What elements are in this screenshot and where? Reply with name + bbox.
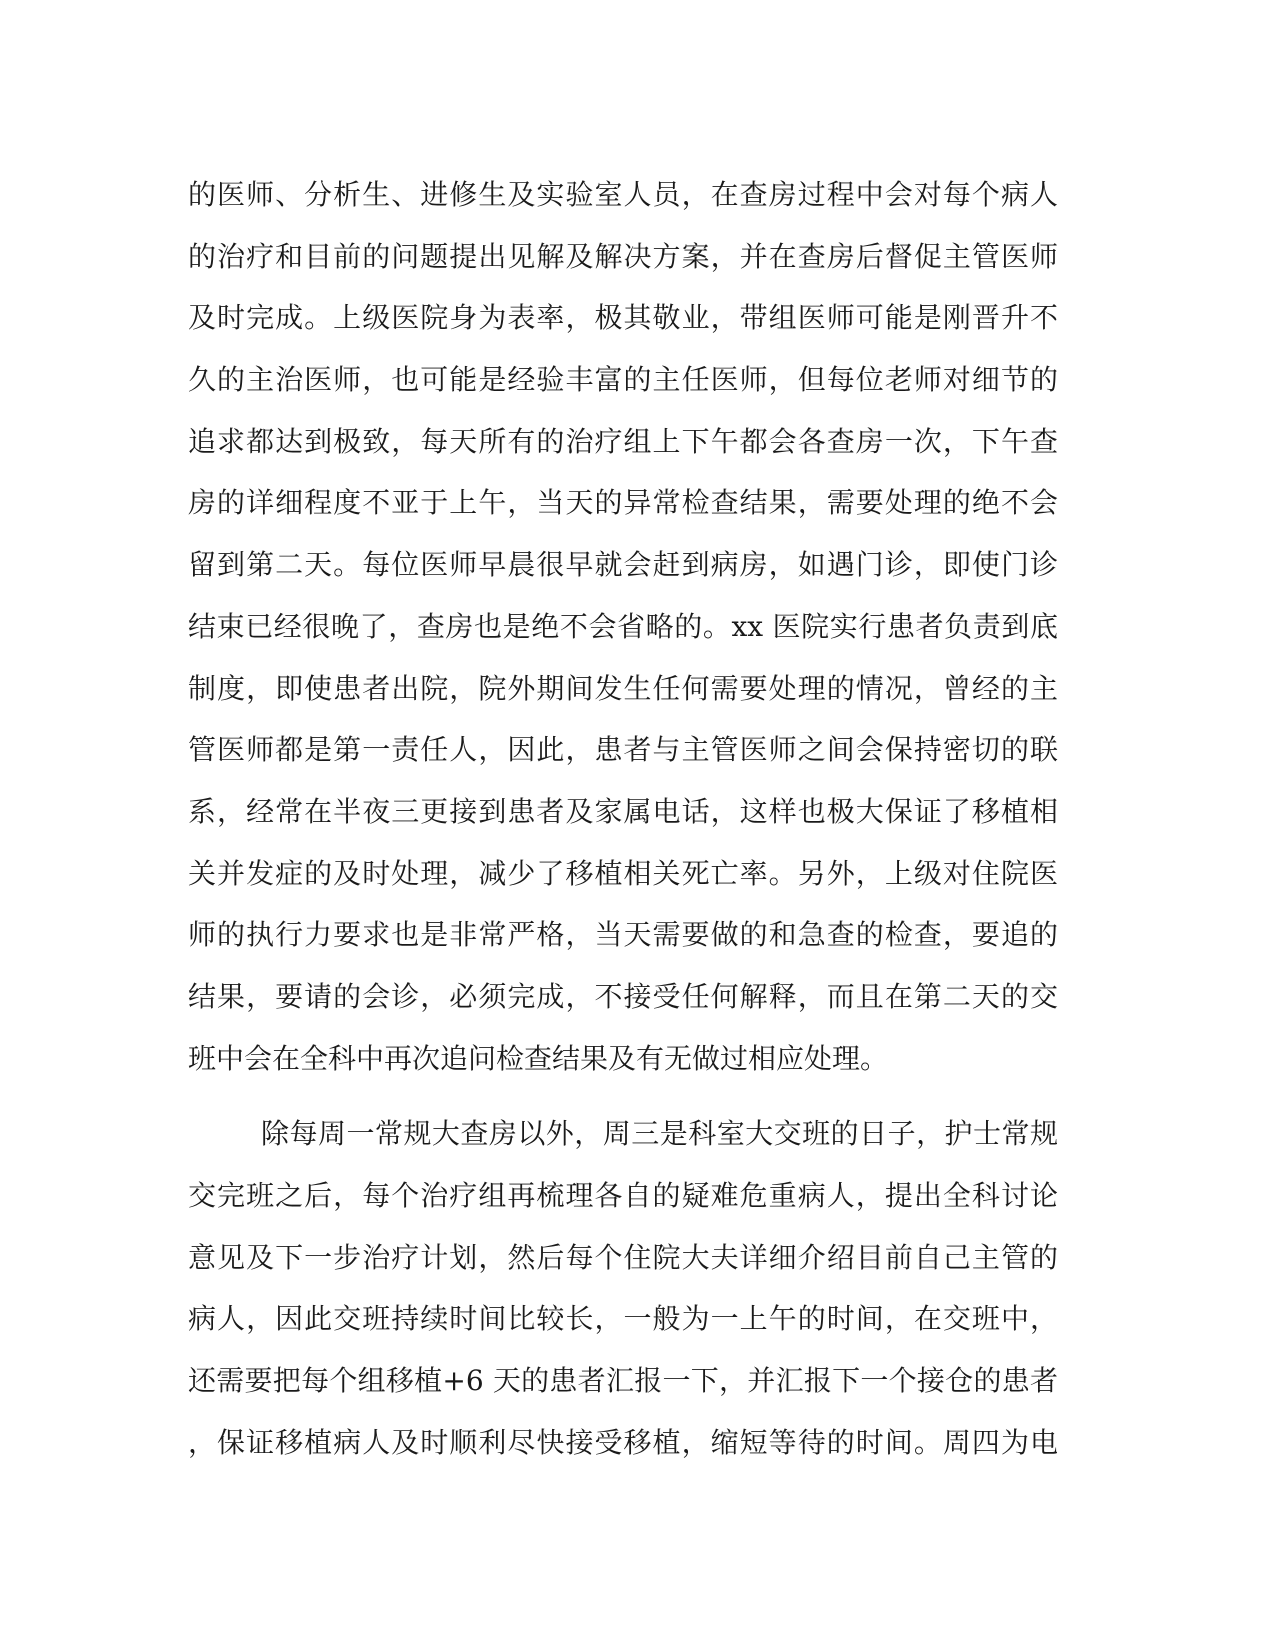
text-line: 的医师、分析生、进修生及实验室人员，在查房过程中会对每个病人 xyxy=(188,178,1058,211)
text-line: 交完班之后，每个治疗组再梳理各自的疑难危重病人，提出全科讨论 xyxy=(188,1179,1058,1212)
text-line: 追求都达到极致，每天所有的治疗组上下午都会各查房一次，下午查 xyxy=(188,424,1058,458)
text-line: 关并发症的及时处理，减少了移植相关死亡率。另外，上级对住院医 xyxy=(188,856,1058,890)
text-line: 管医师都是第一责任人，因此，患者与主管医师之间会保持密切的联 xyxy=(188,733,1058,767)
text-line: 系，经常在半夜三更接到患者及家属电话，这样也极大保证了移植相 xyxy=(188,794,1058,828)
text-line: 久的主治医师，也可能是经验丰富的主任医师，但每位老师对细节的 xyxy=(188,363,1058,397)
paragraph-1 xyxy=(188,164,1088,1089)
text-line: 留到第二天。每位医师早晨很早就会赶到病房，如遇门诊，即使门诊 xyxy=(188,548,1058,582)
text-line: 班中会在全科中再次追问检查结果及有无做过相应处理。 xyxy=(188,1041,889,1075)
text-line: 房的详细程度不亚于上午，当天的异常检查结果，需要处理的绝不会 xyxy=(188,486,1058,520)
text-line: ，保证移植病人及时顺利尽快接受移植，缩短等待的时间。周四为电 xyxy=(188,1425,1058,1459)
text-line: 病人，因此交班持续时间比较长，一般为一上午的时间，在交班中， xyxy=(188,1302,1058,1336)
text-line: 及时完成。上级医院身为表率，极其敬业，带组医师可能是刚晋升不 xyxy=(188,301,1058,335)
text-line: 除每周一常规大查房以外，周三是科室大交班的日子，护士常规 xyxy=(261,1117,1058,1151)
paragraph-gap xyxy=(188,1089,1088,1103)
text-line: 的治疗和目前的问题提出见解及解决方案，并在查房后督促主管医师 xyxy=(188,239,1058,273)
text-line: 师的执行力要求也是非常严格，当天需要做的和急查的检查，要追的 xyxy=(188,918,1058,952)
paragraph-2 xyxy=(188,1103,1088,1473)
text-line: 意见及下一步治疗计划，然后每个住院大夫详细介绍目前自己主管的 xyxy=(188,1240,1058,1274)
text-line: 结束已经很晚了，查房也是绝不会省略的。xx 医院实行患者负责到底 xyxy=(188,609,1058,643)
text-line: 还需要把每个组移植+6 天的患者汇报一下，并汇报下一个接仓的患者 xyxy=(188,1364,1058,1398)
body-text xyxy=(188,164,1088,1473)
text-line: 制度，即使患者出院，院外期间发生任何需要处理的情况，曾经的主 xyxy=(188,671,1058,705)
text-line: 结果，要请的会诊，必须完成，不接受任何解释，而且在第二天的交 xyxy=(188,979,1058,1013)
